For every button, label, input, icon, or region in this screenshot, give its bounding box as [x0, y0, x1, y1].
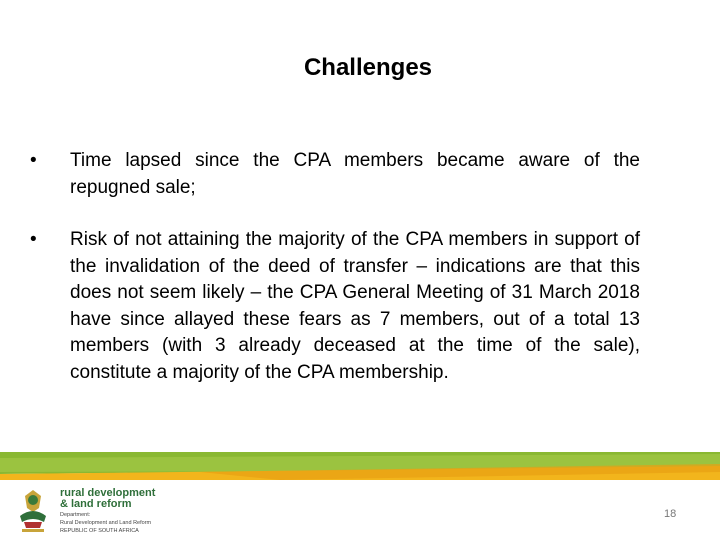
department-line-2: Rural Development and Land Reform [60, 520, 152, 526]
logo-text [60, 488, 180, 534]
logo-line-1: rural development [60, 487, 156, 499]
department-line-3: REPUBLIC OF SOUTH AFRICA [60, 528, 139, 534]
bullet-item [30, 227, 640, 386]
bullet-text: Risk of not attaining the majority of the CPA members in support of the invalidation of the deed of transfer – indications are that this does not seem likely – the CPA General Meeting of 31 March 2018 have since allayed these fears as 7 members, out of a total 13 members (with 3 already deceased at the time of the sale), constitute a majority of the CPA membership. [70, 229, 640, 383]
page-number: 18 [664, 508, 677, 520]
department-line-1: Department: [60, 512, 91, 518]
department-logo [12, 486, 182, 534]
bullet-item [30, 148, 640, 201]
decorative-band [0, 452, 720, 480]
coat-of-arms-icon [12, 486, 54, 534]
bullet-marker: • [30, 229, 37, 250]
bullet-text: Time lapsed since the CPA members became aware of the repugned sale; [70, 150, 640, 198]
slide-title: Challenges [303, 54, 433, 81]
logo-line-2: & land reform [60, 498, 132, 510]
bullet-list [30, 148, 640, 412]
bullet-marker: • [30, 150, 37, 171]
